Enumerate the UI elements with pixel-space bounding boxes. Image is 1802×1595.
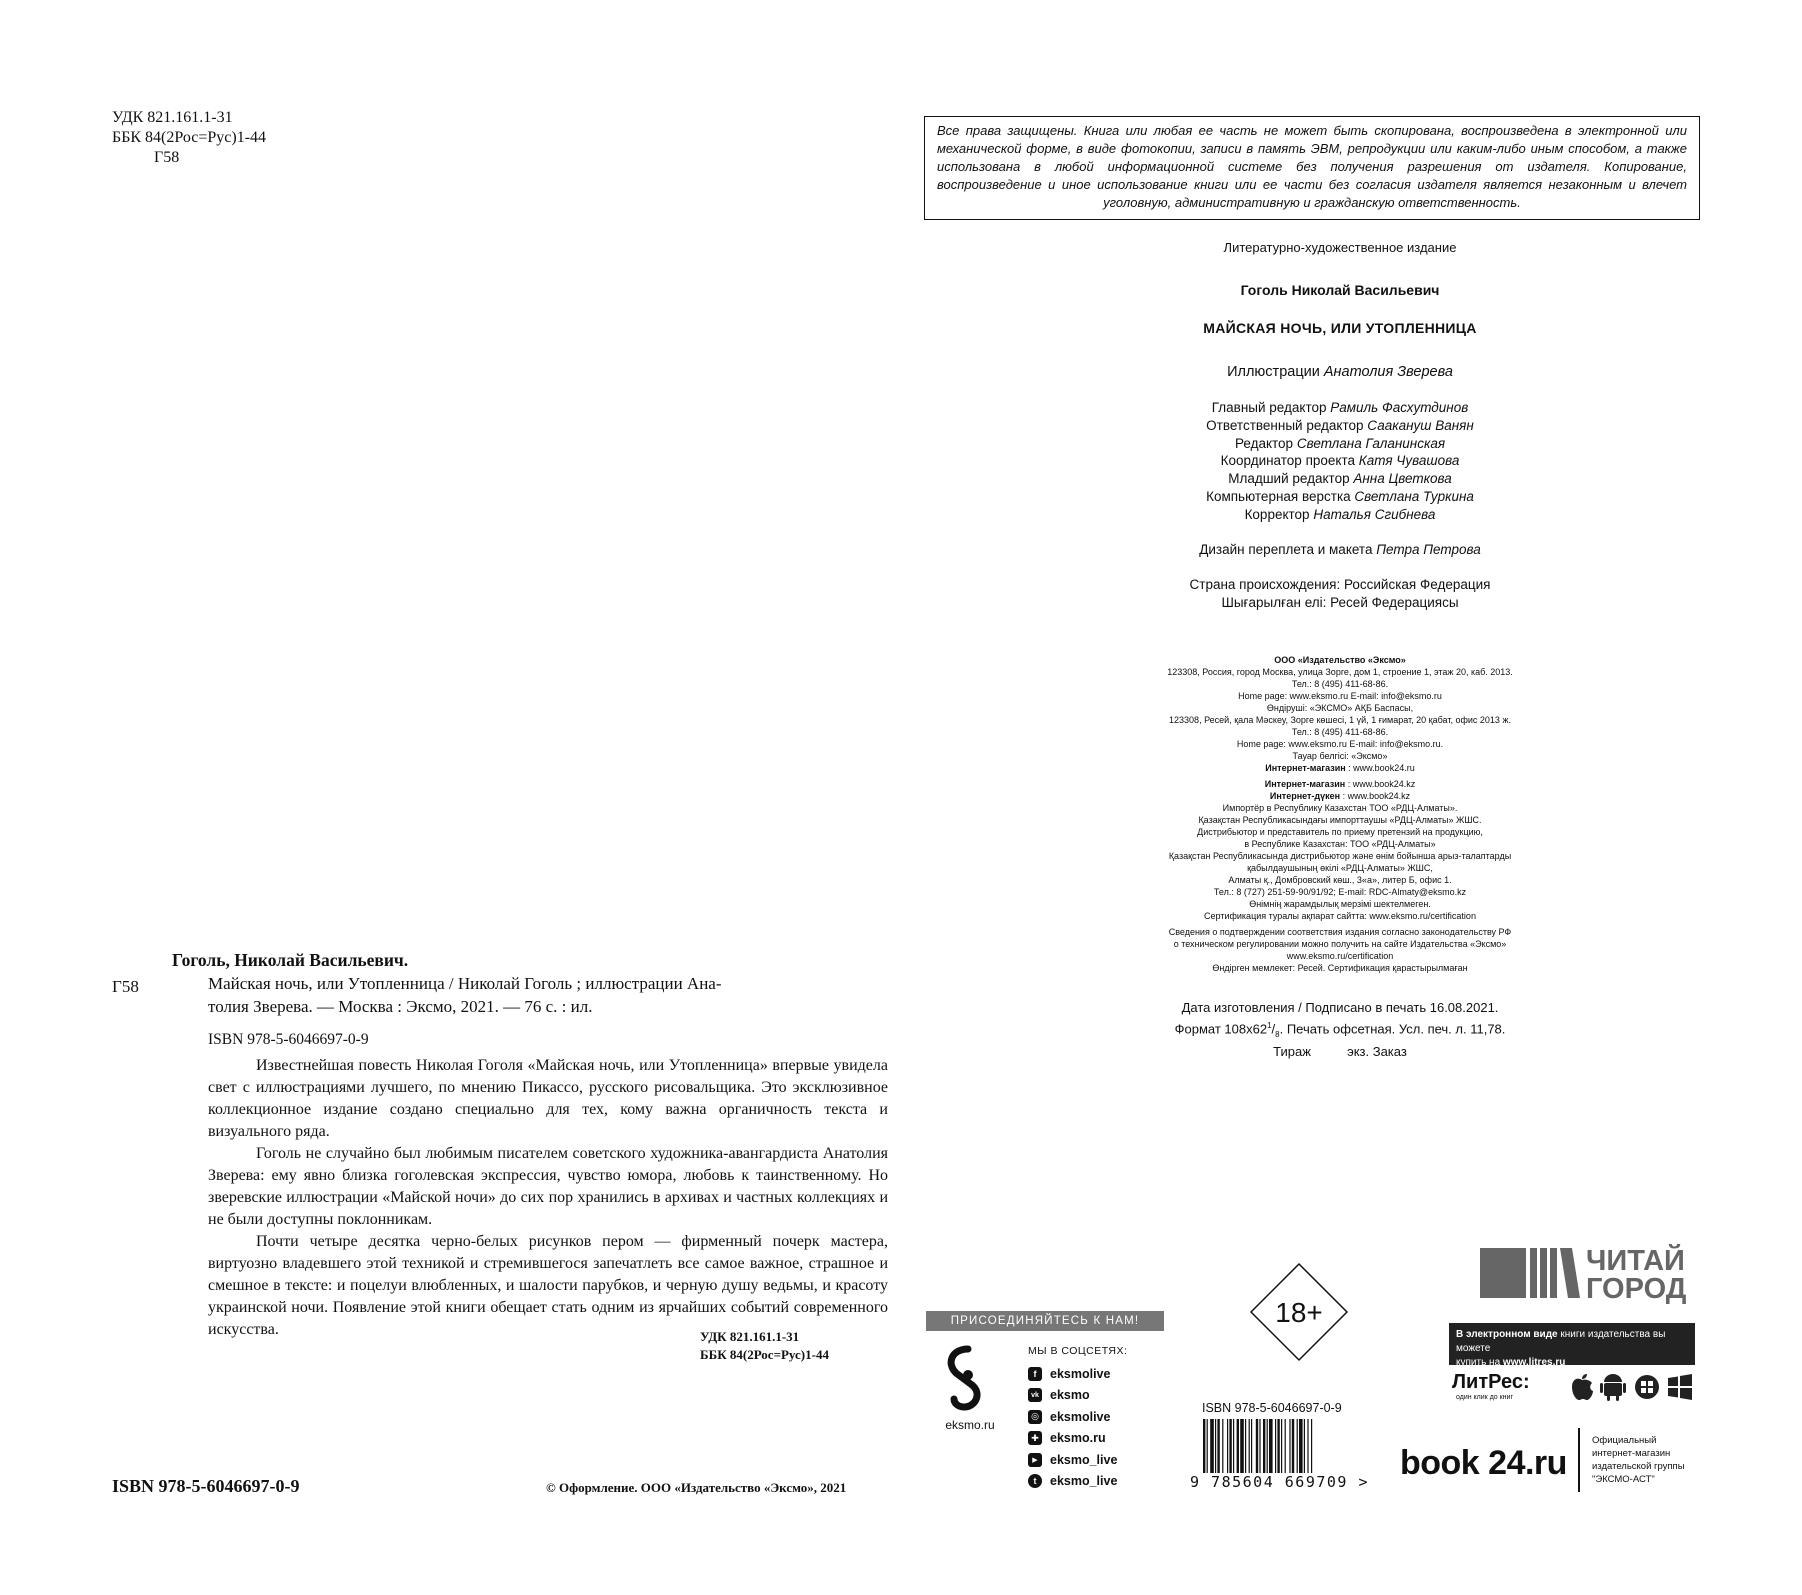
isbn-bottom: ISBN 978-5-6046697-0-9	[112, 1476, 300, 1496]
kz-line: Импортёр в Республику Казахстан ТОО «РДЦ-Алматы».	[1222, 803, 1458, 813]
abstract-paragraph: Гоголь не случайно был любимым писателем советского художника-авангардиста Анатолия Зверева: ему явно близка гоголевская экспрессия, чувство юмора, любовь к таинственному. Но зверевские иллюстрации «Майской ночи» до сих пор хранились в архивах и частных коллекциях и не были доступны поклонникам.	[208, 1145, 888, 1228]
credit-name: Наталья Сгибнева	[1313, 506, 1436, 522]
litres-banner	[1449, 1323, 1695, 1368]
classification-codes	[112, 108, 266, 168]
credit-role: Младший редактор	[1228, 471, 1350, 487]
origin-kz: Шығарылған елі: Ресей Федерациясы	[1221, 594, 1459, 610]
credit-name: Саакануш Ванян	[1367, 417, 1474, 433]
social-item[interactable]	[1028, 1363, 1127, 1385]
windows-icon	[1668, 1374, 1692, 1400]
format-suffix: . Печать офсетная. Усл. печ. л. 11,78.	[1279, 1020, 1506, 1036]
book-author: Гоголь Николай Васильевич	[1240, 282, 1440, 298]
shop-label: Интернет-магазин	[1264, 779, 1346, 789]
biblio-isbn: ISBN 978-5-6046697-0-9	[208, 1031, 369, 1048]
credit-line	[1060, 470, 1620, 488]
book24-logo: book 24.ru	[1400, 1444, 1567, 1482]
barcode-bar	[1256, 1419, 1258, 1473]
abstract-udk: УДК 821.161.1-31	[700, 1329, 800, 1344]
shop-label: Интернет-магазин	[1265, 763, 1346, 773]
shop-label: Интернет-дүкен	[1269, 791, 1341, 801]
credit-name: Катя Чувашова	[1358, 453, 1460, 469]
barcode-bar	[1240, 1419, 1244, 1473]
barcode-bar	[1249, 1419, 1250, 1473]
barcode-bar	[1245, 1419, 1246, 1473]
publisher-line: Home page: www.eksmo.ru E-mail: info@eksmo.ru.	[1236, 739, 1444, 749]
biblio-title-line1: Майская ночь, или Утопленница / Николай Гоголь ; иллюстрации Ана-	[208, 974, 722, 993]
barcode-bar	[1203, 1419, 1205, 1473]
social-label: eksmo	[1050, 1388, 1090, 1403]
chitai-line2: ГОРОД	[1586, 1273, 1687, 1304]
publisher-info	[1060, 654, 1620, 974]
barcode-bar	[1299, 1419, 1303, 1473]
barcode-bar	[1277, 1419, 1279, 1473]
design-credit	[1060, 542, 1620, 557]
illustrator-name: Анатолия Зверева	[1323, 364, 1453, 380]
barcode-icon	[1202, 1419, 1356, 1473]
kz-line: Сертификация туралы ақпарат сайтта: www.eksmo.ru/certification	[1204, 911, 1476, 921]
format-prefix: Формат 108x62	[1174, 1020, 1268, 1036]
chitai-gorod-logo-icon	[1480, 1240, 1700, 1304]
shop-line	[1060, 762, 1620, 774]
litres-bold: В электронном виде	[1456, 1329, 1558, 1340]
kz-line: Қазақстан Республикасындағы импорттаушы «РДЦ-Алматы» ЖШС.	[1198, 815, 1482, 825]
windows-phone-icon	[1635, 1375, 1659, 1399]
credit-line	[1060, 452, 1620, 470]
barcode-bar	[1227, 1419, 1228, 1473]
barcode-bar	[1289, 1419, 1290, 1473]
book24-note-line: интернет-магазин	[1592, 1448, 1671, 1459]
book24-note-line: Официальный	[1592, 1435, 1657, 1446]
biblio-title	[112, 972, 888, 1018]
credit-line	[1060, 399, 1620, 417]
origin-ru: Страна происхождения: Российская Федерация	[1189, 577, 1491, 592]
cert-line: www.eksmo.ru/certification	[1286, 951, 1394, 961]
cert-line: о техническом регулировании можно получить на сайте Издательства «Эксмо»	[1173, 939, 1507, 949]
apple-icon	[1572, 1374, 1593, 1400]
ok-icon: ✚	[1028, 1431, 1042, 1445]
format-denominator: 8	[1275, 1029, 1280, 1039]
barcode-isbn: ISBN 978-5-6046697-0-9	[1202, 1401, 1342, 1415]
abstract-paragraph: Почти четыре десятка черно-белых рисунков пером — фирменный почерк мастера, виртуозно владевшего этой техникой и стремившегося запечатлеть все самое важное, страшное и смешное в тексте: и поцелуи влюбленных, и шалости парубков, и черную душу ведьмы, и красоту украинской ночи. Появление этой книги обещает стать одним из ярчайших событий современного искусства.	[208, 1233, 888, 1338]
barcode-bar	[1297, 1419, 1298, 1473]
social-item[interactable]	[1028, 1449, 1127, 1471]
publisher-line: 123308, Россия, город Москва, улица Зорге, дом 1, строение 1, этаж 20, каб. 2013.	[1167, 667, 1513, 677]
credit-name: Рамиль Фасхутдинов	[1330, 400, 1469, 415]
cert-line: Сведения о подтверждении соответствия издания согласно законодательству РФ	[1168, 927, 1512, 937]
social-links	[1028, 1345, 1127, 1492]
kz-line: в Республике Казахстан: ТОО «РДЦ-Алматы»	[1244, 839, 1436, 849]
social-label: eksmolive	[1050, 1366, 1111, 1381]
barcode-bar	[1263, 1419, 1265, 1473]
social-label: eksmo.ru	[1050, 1431, 1106, 1446]
youtube-icon: ▶	[1028, 1453, 1042, 1467]
copyright-notice: © Оформление. ООО «Издательство «Эксмо», 2021	[546, 1480, 847, 1495]
shop-url: : www.book24.ru	[1345, 763, 1415, 773]
barcode-bar	[1251, 1419, 1252, 1473]
credit-role: Корректор	[1244, 506, 1310, 522]
barcode-bar	[1311, 1419, 1312, 1473]
social-label: eksmo_live	[1050, 1474, 1118, 1489]
biblio-title-line2: толия Зверева. — Москва : Эксмо, 2021. — 76 с. : ил.	[208, 997, 593, 1016]
shop-line	[1060, 778, 1620, 790]
barcode-bar	[1267, 1419, 1268, 1473]
social-item[interactable]	[1028, 1471, 1127, 1493]
cert-line: Өндірген мемлекет: Ресей. Сертификация қарастырылмаған	[1212, 963, 1468, 973]
publisher-name: ООО «Издательство «Эксмо»	[1274, 655, 1406, 665]
vk-icon: vk	[1028, 1388, 1042, 1402]
print-format: Формат $108x62^1/_8$. Печать офсетная. Усл. печ. л. 11,78.	[1174, 1020, 1506, 1039]
barcode-digits: 9 785604 669709 >	[1190, 1473, 1370, 1491]
biblio-author: Гоголь, Николай Васильевич.	[172, 950, 409, 970]
barcode-bar	[1292, 1419, 1294, 1473]
instagram-icon: ◎	[1028, 1410, 1042, 1424]
illustrator-line	[1060, 364, 1620, 380]
barcode-bar	[1281, 1419, 1282, 1473]
litres-logo: ЛитРес:	[1452, 1371, 1530, 1393]
barcode-bar	[1285, 1419, 1286, 1473]
bbk-code: ББК 84(2Рос=Рус)1-44	[112, 129, 267, 146]
barcode-bar	[1269, 1419, 1273, 1473]
country-of-origin	[1060, 576, 1620, 612]
credit-line	[1060, 506, 1620, 524]
social-item[interactable]	[1028, 1385, 1127, 1407]
credit-name: Светлана Галанинская	[1296, 435, 1446, 451]
age-rating-badge	[1249, 1262, 1349, 1362]
shop-url: : www.book24.kz	[1345, 779, 1416, 789]
print-date: Дата изготовления / Подписано в печать 16.08.2021.	[1181, 1000, 1499, 1015]
credit-line	[1060, 417, 1620, 435]
divider	[1578, 1428, 1580, 1492]
credit-role: Редактор	[1234, 435, 1294, 451]
barcode-bar	[1307, 1419, 1308, 1473]
barcode-bar	[1207, 1419, 1208, 1473]
publisher-line: 123308, Ресей, қала Мәскеу, Зорге көшесі, 1 үй, 1 ғимарат, 20 қабат, офис 2013 ж.	[1169, 715, 1511, 725]
litres-text2: купить на	[1456, 1357, 1503, 1368]
socials-heading: МЫ В СОЦСЕТЯХ:	[1028, 1345, 1128, 1357]
social-item[interactable]	[1028, 1406, 1127, 1428]
abstract-bbk: ББК 84(2Рос=Рус)1-44	[700, 1347, 829, 1362]
android-icon	[1600, 1374, 1626, 1401]
barcode-bar	[1233, 1419, 1234, 1473]
credit-line	[1060, 488, 1620, 506]
format-numerator: 1	[1267, 1020, 1272, 1030]
barcode-bar	[1210, 1419, 1214, 1473]
join-us-banner: ПРИСОЕДИНЯЙТЕСЬ К НАМ!	[926, 1311, 1164, 1331]
author-mark: Г58	[154, 149, 180, 166]
illustrator-label: Иллюстрации	[1227, 364, 1320, 380]
credit-name: Анна Цветкова	[1353, 471, 1452, 487]
litres-text: книги издательства вы можете	[1456, 1329, 1666, 1354]
kz-line: Дистрибьютор и представитель по приему претензий на продукцию,	[1197, 827, 1483, 837]
facebook-icon: f	[1028, 1367, 1042, 1381]
barcode-bar	[1237, 1419, 1239, 1473]
book24-note-line: "ЭКСМО-АСТ"	[1592, 1474, 1655, 1485]
credit-line	[1060, 435, 1620, 453]
design-label: Дизайн переплета и макета	[1199, 542, 1373, 557]
editorial-credits	[1060, 399, 1620, 524]
barcode-bar	[1304, 1419, 1305, 1473]
publisher-line: Тел.: 8 (495) 411-68-86.	[1291, 679, 1389, 689]
publisher-line: Home page: www.eksmo.ru E-mail: info@eksmo.ru	[1238, 691, 1442, 701]
kz-line: Қазақстан Республикасында дистрибьютор және өнім бойынша арыз-талаптарды	[1168, 851, 1512, 861]
print-details	[1060, 999, 1620, 1060]
chitai-line1: ЧИТАЙ	[1586, 1245, 1685, 1277]
twitter-icon: t	[1028, 1474, 1042, 1488]
print-run: Тираж экз. Заказ	[1273, 1043, 1407, 1059]
publisher-line: Өндіруші: «ЭКСМО» АҚБ Баспасы,	[1266, 703, 1414, 713]
barcode-bar	[1259, 1419, 1260, 1473]
kz-line: Алматы қ., Домбровский көш., 3«а», литер Б, офис 1.	[1228, 875, 1452, 885]
book-title: МАЙСКАЯ НОЧЬ, ИЛИ УТОПЛЕННИЦА	[1203, 320, 1477, 336]
abstract-paragraph: Известнейшая повесть Николая Гоголя «Майская ночь, или Утопленница» впервые увидела свет с иллюстрациями лучшего, по мнению Пикассо, русского рисовальщика. Это эксклюзивное коллекционное издание создано специально для тех, кому важна органичность текста и визуального ряда.	[208, 1057, 888, 1140]
publisher-line: Тауар белгісі: «Эксмо»	[1292, 751, 1388, 761]
litres-site[interactable]: www.litres.ru	[1502, 1357, 1566, 1368]
barcode-bar	[1275, 1419, 1276, 1473]
social-label: eksmo_live	[1050, 1452, 1118, 1467]
publisher-line: Тел.: 8 (495) 411-68-86.	[1291, 727, 1389, 737]
credit-role: Главный редактор	[1211, 400, 1327, 415]
udk-code: УДК 821.161.1-31	[112, 109, 233, 126]
barcode-bar	[1217, 1419, 1219, 1473]
age-rating: 18+	[1275, 1297, 1323, 1328]
barcode-bar	[1222, 1419, 1223, 1473]
abstract	[208, 1055, 888, 1341]
eksmo-site: eksmo.ru	[945, 1418, 995, 1432]
book24-note	[1592, 1434, 1685, 1486]
social-item[interactable]	[1028, 1428, 1127, 1450]
barcode-bar	[1215, 1419, 1216, 1473]
eksmo-logo-icon	[938, 1345, 998, 1415]
litres-tagline: один клик до книг	[1456, 1394, 1514, 1401]
kz-line: Өнімнің жарамдылық мерзімі шектелмеген.	[1249, 899, 1431, 909]
shop-line	[1060, 790, 1620, 802]
bibliographic-record	[112, 949, 888, 1051]
abstract-codes	[700, 1328, 888, 1364]
credit-role: Ответственный редактор	[1206, 417, 1364, 433]
credit-role: Координатор проекта	[1220, 453, 1356, 469]
kz-line: Тел.: 8 (727) 251-59-90/91/92; E-mail: RDC-Almaty@eksmo.kz	[1213, 887, 1467, 897]
social-label: eksmolive	[1050, 1409, 1111, 1424]
barcode-bar	[1229, 1419, 1231, 1473]
edition-type: Литературно-художественное издание	[1223, 240, 1457, 255]
kz-line: қабылдаушының өкілі «РДЦ-Алматы» ЖШС,	[1247, 863, 1433, 873]
biblio-code: Г58	[112, 977, 139, 996]
design-name: Петра Петрова	[1376, 542, 1481, 557]
shop-url: : www.book24.kz	[1340, 791, 1411, 801]
credit-role: Компьютерная верстка	[1206, 488, 1351, 504]
rights-notice: Все права защищены. Книга или любая ее часть не может быть скопирована, воспроизведена в электронной или механической форме, в виде фотокопии, записи в память ЭВМ, репродукции или каким-либо иным способом, а также использована в любой информационной системе без получения разрешения от издателя. Копирование, воспроизведение и иное использование книги или ее части без согласия издателя является незаконным и влечет уголовную, административную и гражданскую ответственность.	[924, 116, 1700, 220]
platform-icons	[1568, 1372, 1694, 1402]
book24-note-line: издательской группы	[1592, 1461, 1685, 1472]
credit-name: Светлана Туркина	[1354, 488, 1474, 504]
